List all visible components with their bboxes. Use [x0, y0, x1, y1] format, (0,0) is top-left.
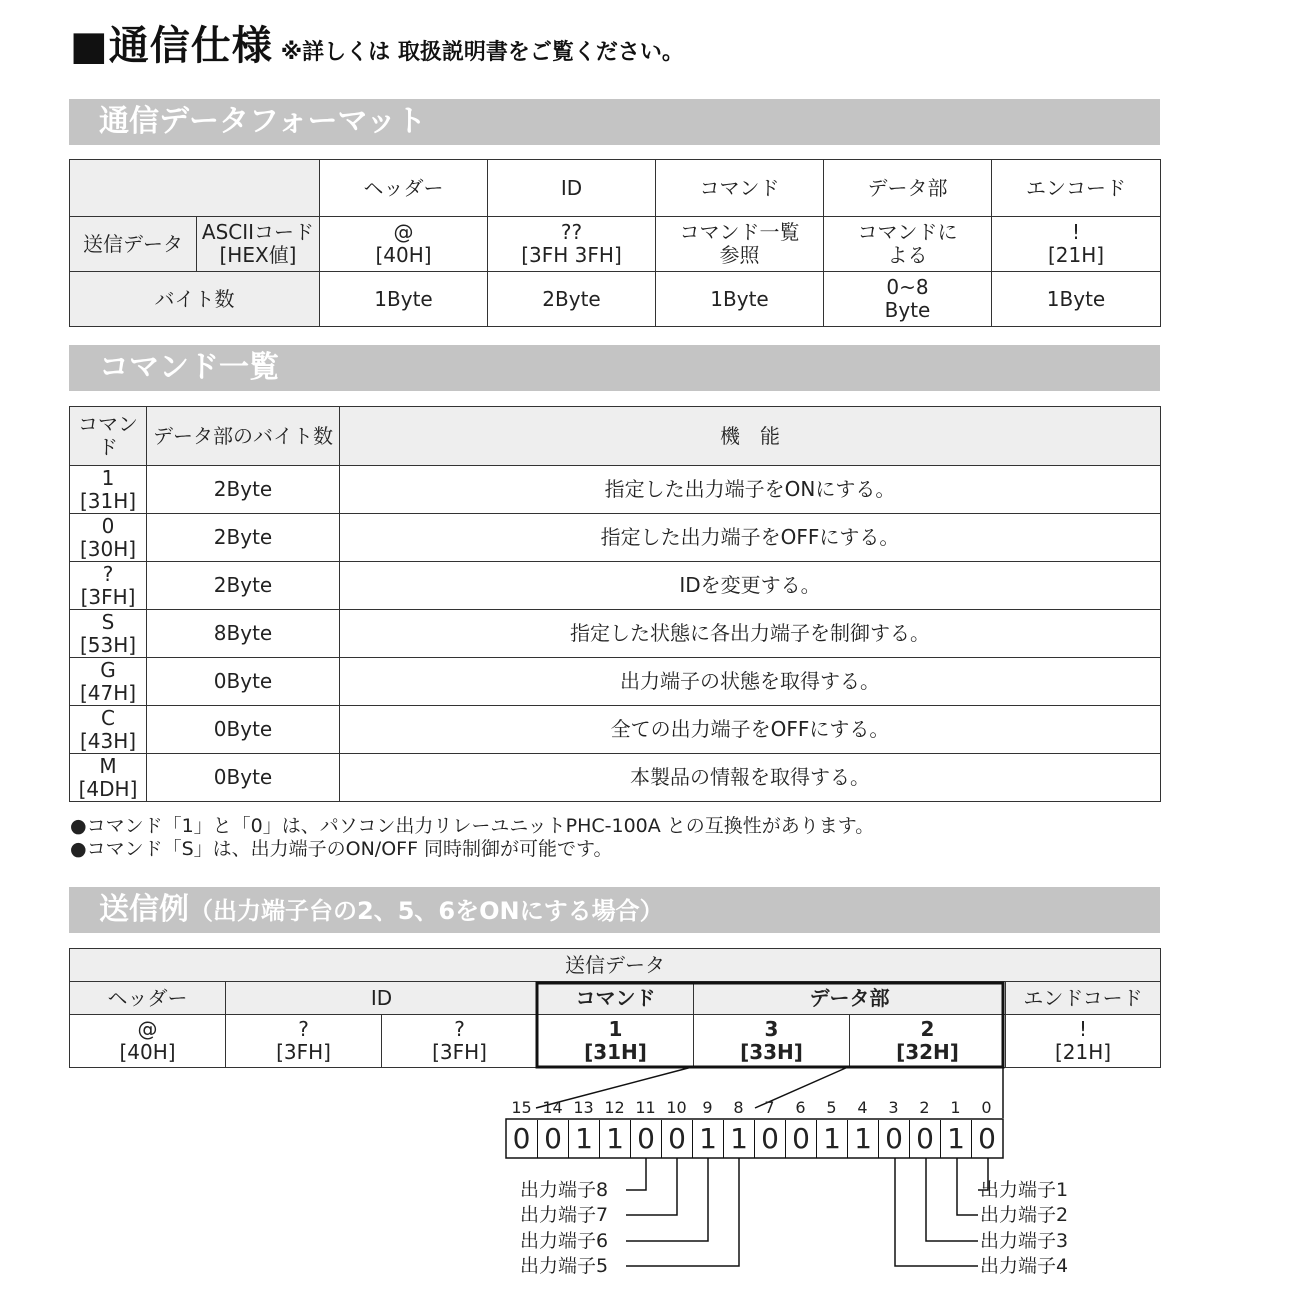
- bit-position: 6: [795, 1098, 806, 1117]
- command-bytes: 0Byte: [147, 706, 340, 754]
- leader-line: [626, 1158, 646, 1190]
- cell-line: M: [99, 753, 117, 778]
- output-label: 出力端子6: [520, 1230, 609, 1252]
- bit-position: 10: [666, 1098, 687, 1117]
- cell-line: 1: [608, 1017, 623, 1041]
- cell-line: [21H]: [1047, 243, 1105, 267]
- output-label: 出力端子8: [520, 1179, 609, 1201]
- cell-line: ?: [102, 561, 114, 586]
- cell-line: 3: [764, 1017, 779, 1041]
- cell-line: !: [1071, 220, 1081, 244]
- leader-line: [957, 1158, 978, 1215]
- section-example-title: 送信例: [99, 892, 189, 927]
- bit-position: 13: [573, 1098, 594, 1117]
- cell-line: S: [101, 609, 115, 634]
- bit-position: 9: [702, 1098, 713, 1117]
- command-function: 指定した状態に各出力端子を制御する。: [340, 610, 1161, 658]
- section-format-title: 通信データフォーマット: [99, 104, 427, 139]
- format-header: ID: [488, 160, 656, 217]
- cell-line: [3FH]: [432, 1040, 487, 1064]
- command-bytes: 2Byte: [147, 562, 340, 610]
- ascii-label-line: [HEX値]: [219, 243, 297, 267]
- note-line: ●コマンド「1」と「0」は、パソコン出力リレーユニットPHC-100A との互換性があります。: [70, 815, 875, 837]
- bytes-label: バイト数: [70, 272, 320, 327]
- bit-position: 5: [826, 1098, 837, 1117]
- command-function: 全ての出力端子をOFFにする。: [340, 706, 1161, 754]
- example-header: エンドコード: [1006, 982, 1161, 1015]
- bit-value: 0: [785, 1120, 816, 1158]
- cell-line: 0: [101, 513, 115, 538]
- bit-value: 1: [599, 1120, 630, 1158]
- bytes-cell: 1Byte: [320, 272, 488, 327]
- command-bytes: 0Byte: [147, 658, 340, 706]
- leader-line: [626, 1158, 739, 1266]
- bit-position: 3: [888, 1098, 899, 1117]
- cell-line: C: [101, 705, 115, 730]
- output-label: 出力端子3: [980, 1230, 1069, 1252]
- leader-line: [926, 1158, 978, 1241]
- bit-value: 0: [537, 1120, 568, 1158]
- cell-line: 2: [920, 1017, 935, 1041]
- bit-position: 1: [950, 1098, 961, 1117]
- bit-value: 1: [816, 1120, 847, 1158]
- command-function: IDを変更する。: [340, 562, 1161, 610]
- bit-value: 1: [847, 1120, 878, 1158]
- cell-line: [53H]: [79, 632, 137, 657]
- bit-value: 0: [754, 1120, 785, 1158]
- cell-line: Byte: [884, 298, 931, 322]
- cell-line: !: [1079, 1017, 1088, 1041]
- cell-line: 1: [101, 465, 115, 490]
- cell-line: 参照: [719, 243, 760, 267]
- command-header: コマンド: [70, 407, 147, 466]
- bytes-cell: 1Byte: [656, 272, 824, 327]
- section-commands-title: コマンド一覧: [99, 350, 279, 385]
- example-header: ID: [226, 982, 538, 1015]
- example-caption: 送信データ: [70, 949, 1161, 982]
- bytes-cell: 1Byte: [992, 272, 1161, 327]
- ascii-label-line: ASCIIコード: [201, 220, 315, 244]
- example-header: ヘッダー: [70, 982, 226, 1015]
- cell-line: [32H]: [896, 1040, 959, 1064]
- cell-line: [43H]: [79, 728, 137, 753]
- section-example-subtitle: （出力端子台の2、5、6をONにする場合）: [189, 897, 664, 925]
- command-function: 指定した出力端子をOFFにする。: [340, 514, 1161, 562]
- bit-position: 4: [857, 1098, 868, 1117]
- bit-value: 0: [909, 1120, 940, 1158]
- cell-line: G: [100, 657, 116, 682]
- output-label: 出力端子1: [980, 1179, 1069, 1201]
- command-function: 本製品の情報を取得する。: [340, 754, 1161, 802]
- bit-position: 12: [604, 1098, 625, 1117]
- output-label: 出力端子5: [520, 1255, 609, 1277]
- bytes-cell: 2Byte: [488, 272, 656, 327]
- example-header-data: データ部: [694, 982, 1006, 1015]
- bit-value: 1: [723, 1120, 754, 1158]
- output-label: 出力端子7: [520, 1204, 609, 1226]
- bit-position: 7: [764, 1098, 775, 1117]
- command-bytes: 2Byte: [147, 514, 340, 562]
- cell-line: [40H]: [375, 243, 432, 267]
- command-header: データ部のバイト数: [147, 407, 340, 466]
- cell-line: [21H]: [1054, 1040, 1112, 1064]
- bit-position: 14: [542, 1098, 563, 1117]
- cell-line: ??: [560, 220, 583, 244]
- example-header-command: コマンド: [538, 982, 694, 1015]
- command-function: 出力端子の状態を取得する。: [340, 658, 1161, 706]
- cell-line: [31H]: [584, 1040, 647, 1064]
- cell-line: [4DH]: [78, 776, 138, 801]
- bit-position: 8: [733, 1098, 744, 1117]
- cell-line: コマンド一覧: [679, 220, 800, 244]
- cell-line: [30H]: [79, 536, 137, 561]
- format-header: ヘッダー: [320, 160, 488, 217]
- cell-line: [31H]: [79, 488, 137, 513]
- cell-line: [47H]: [79, 680, 137, 705]
- bit-value: 1: [940, 1120, 971, 1158]
- highlight-box: [537, 983, 1003, 1067]
- command-bytes: 2Byte: [147, 466, 340, 514]
- bit-position: 11: [635, 1098, 656, 1117]
- bit-position: 0: [981, 1098, 992, 1117]
- bit-value: 0: [971, 1120, 1002, 1158]
- title-note: ※詳しくは 取扱説明書をご覧ください。: [280, 40, 684, 65]
- cell-line: コマンドに: [857, 220, 958, 244]
- bit-value: 0: [512, 1122, 531, 1155]
- bit-value: 0: [661, 1120, 692, 1158]
- format-header: エンコード: [992, 160, 1161, 217]
- bit-position: 15: [511, 1098, 532, 1117]
- bit-value: 1: [568, 1120, 599, 1158]
- command-bytes: 0Byte: [147, 754, 340, 802]
- cell-line: @: [393, 220, 414, 244]
- send-data-label: 送信データ: [70, 217, 197, 272]
- output-label: 出力端子4: [980, 1255, 1069, 1277]
- cell-line: [3FH]: [80, 584, 136, 609]
- cell-line: @: [137, 1017, 158, 1041]
- cell-line: [3FH]: [276, 1040, 331, 1064]
- bit-value: 1: [692, 1120, 723, 1158]
- command-header: 機 能: [340, 407, 1161, 466]
- format-header: コマンド: [656, 160, 824, 217]
- cell-line: 0~8: [886, 275, 929, 299]
- cell-line: ?: [298, 1017, 309, 1041]
- leader-line: [895, 1158, 978, 1266]
- note-line: ●コマンド「S」は、出力端子のON/OFF 同時制御が可能です。: [70, 838, 613, 860]
- leader-line: [626, 1158, 677, 1215]
- cell-line: [3FH 3FH]: [521, 243, 622, 267]
- cell-line: ?: [454, 1017, 465, 1041]
- command-bytes: 8Byte: [147, 610, 340, 658]
- command-function: 指定した出力端子をONにする。: [340, 466, 1161, 514]
- format-header: データ部: [824, 160, 992, 217]
- cell-line: [40H]: [119, 1040, 176, 1064]
- leader-line: [626, 1158, 708, 1241]
- output-label: 出力端子2: [980, 1204, 1069, 1226]
- cell-line: よる: [887, 243, 928, 267]
- bit-value: 0: [630, 1120, 661, 1158]
- bit-value: 0: [878, 1120, 909, 1158]
- cell-line: [33H]: [740, 1040, 803, 1064]
- title-main: ■通信仕様: [70, 23, 273, 69]
- bit-position: 2: [919, 1098, 930, 1117]
